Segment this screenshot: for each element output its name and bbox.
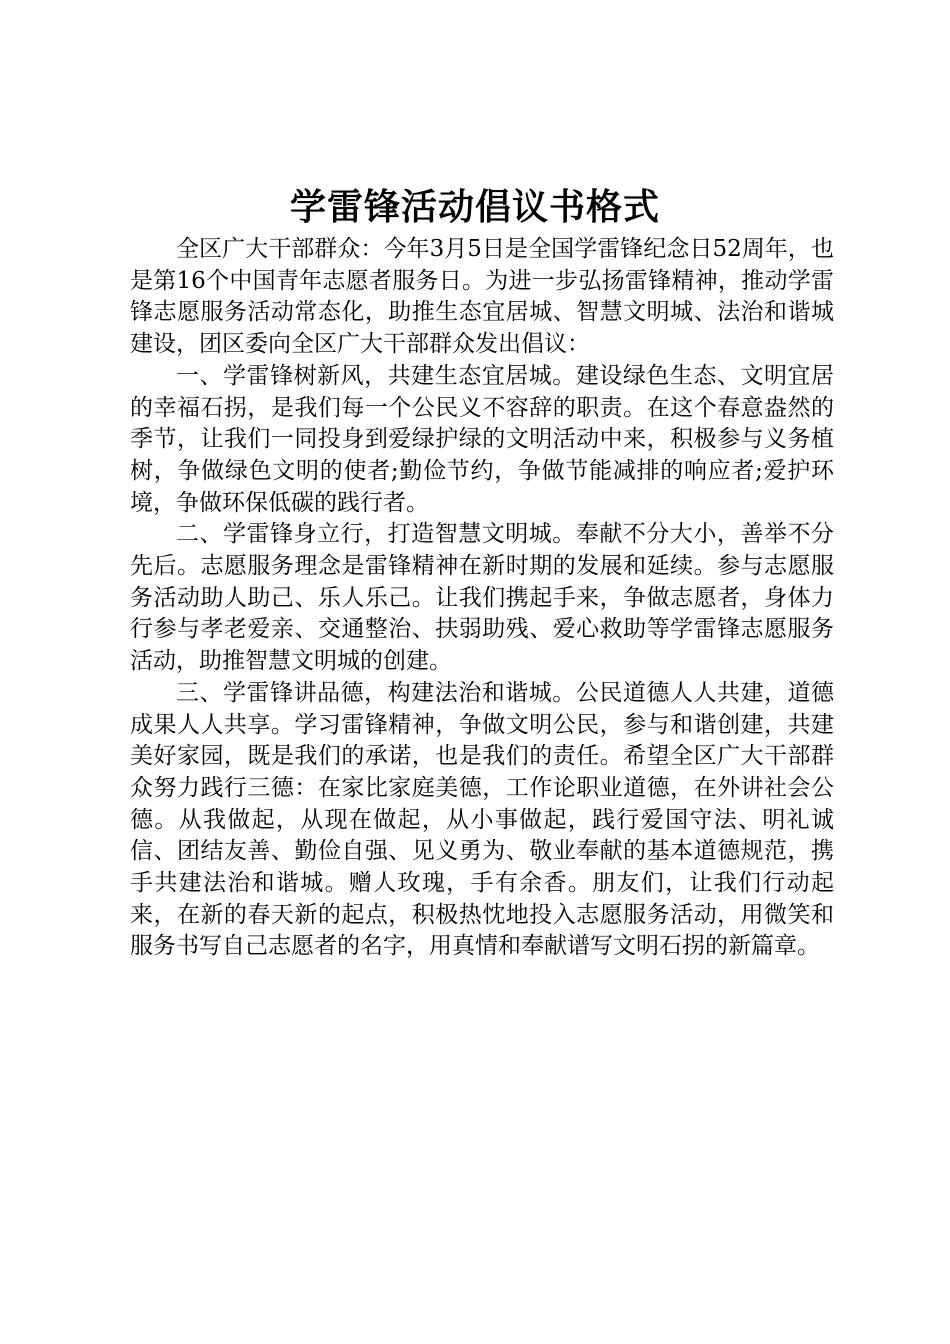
- paragraph-proposal-two: 二、学雷锋身立行，打造智慧文明城。奉献不分大小，善举不分先后。志愿服务理念是雷锋精神在新时期的发展和延续。参与志愿服务活动助人助己、乐人乐己。让我们携起手来，争做志愿者，身体力行参与孝老爱亲、交通整治、扶弱助残、爱心救助等学雷锋志愿服务活动，助推智慧文明城的创建。: [130, 521, 834, 675]
- document-title: 学雷锋活动倡议书格式: [289, 187, 660, 228]
- paragraph-proposal-three: 三、学雷锋讲品德，构建法治和谐城。公民道德人人共建，道德成果人人共享。学习雷锋精神，争做文明公民，参与和谐创建，共建美好家园，既是我们的承诺，也是我们的责任。希望全区广大干部群众努力践行三德：在家比家庭美德，工作论职业道德，在外讲社会公德。从我做起，从现在做起，从小事做起，践行爱国守法、明礼诚信、团结友善、勤俭自强、见义勇为、敬业奉献的基本道德规范，携手共建法治和谐城。赠人玫瑰，手有余香。朋友们，让我们行动起来，在新的春天新的起点，积极热忱地投入志愿服务活动，用微笑和服务书写自己志愿者的名字，用真情和奉献谱写文明石拐的新篇章。: [130, 679, 834, 960]
- paragraph-salutation: 全区广大干部群众：今年3月5日是全国学雷锋纪念日52周年，也是第16个中国青年志愿者服务日。为进一步弘扬雷锋精神，推动学雷锋志愿服务活动常态化，助推生态宜居城、智慧文明城、法治和谐城建设，团区委向全区广大干部群众发出倡议：: [130, 236, 834, 358]
- document-body: [130, 234, 834, 963]
- paragraph-proposal-one: 一、学雷锋树新风，共建生态宜居城。建设绿色生态、文明宜居的幸福石拐，是我们每一个公民义不容辞的职责。在这个春意盎然的季节，让我们一同投身到爱绿护绿的文明活动中来，积极参与义务植树，争做绿色文明的使者;勤俭节约，争做节能减排的响应者;爱护环境，争做环保低碳的践行者。: [130, 362, 834, 516]
